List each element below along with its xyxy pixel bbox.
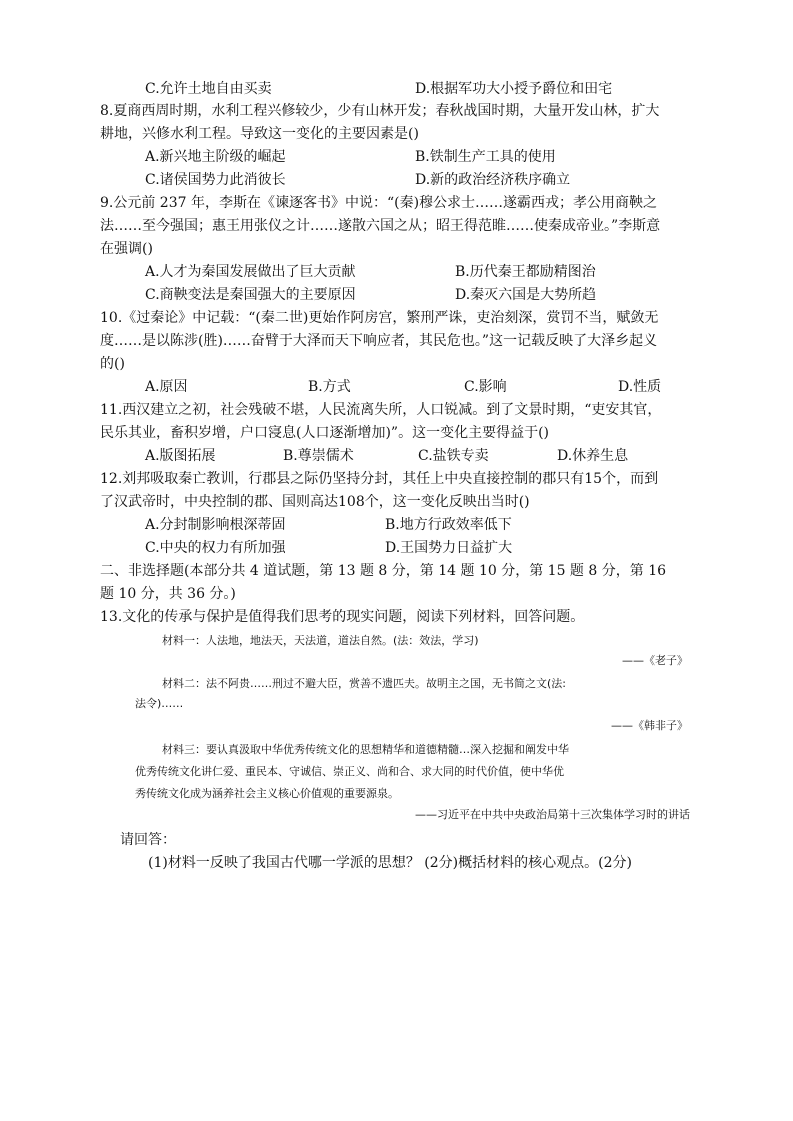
q11-option-c: C.盐铁专卖 [418, 448, 489, 464]
q7-option-d: D.根据军功大小授予爵位和田宅 [415, 81, 613, 97]
q9-stem-line2: 法……至今强国；惠王用张仪之计……遂散六国之从；昭王得范睢……使秦成帝业。”李斯意 [100, 218, 661, 234]
q13-material2-line1: 材料二：法不阿贵……刑过不避大臣，赏善不遗匹夫。故明主之国，无书简之文(法: [162, 677, 566, 690]
q13-material2-line2: 法令)…… [135, 697, 184, 710]
q13-material3-line2: 优秀传统文化讲仁爱、重民本、守诚信、崇正义、尚和合、求大同的时代价值，使中华优 [135, 765, 564, 778]
q10-option-c: C.影响 [464, 379, 507, 395]
section2-heading-line1: 二、非选择题(本部分共 4 道试题，第 13 题 8 分，第 14 题 10 分，第 15 题 8 分，第 16 [100, 563, 667, 579]
q11-stem-line2: 民乐其业，畜积岁增，户口寖息(人口逐渐增加)”。这一变化主要得益于() [100, 425, 550, 441]
q10-option-a: A.原因 [145, 379, 188, 395]
q8-stem-line2: 耕地，兴修水利工程。导致这一变化的主要因素是() [100, 126, 419, 142]
q10-stem-line3: 的() [100, 356, 125, 372]
q9-option-b: B.历代秦王都励精图治 [455, 264, 596, 280]
q12-option-a: A.分封制影响根深蒂固 [145, 517, 286, 533]
q11-stem-line1: 11.西汉建立之初，社会残破不堪，人民流离失所，人口锐减。到了文景时期，“吏安其官， [100, 402, 662, 418]
q12-option-d: D.王国势力日益扩大 [385, 540, 513, 556]
q9-option-c: C.商鞅变法是秦国强大的主要原因 [145, 287, 356, 303]
q13-stem: 13.文化的传承与保护是值得我们思考的现实问题，阅读下列材料，回答问题。 [100, 609, 585, 625]
q10-stem-line1: 10.《过秦论》中记载：“(秦二世)更始作阿房宫，繁刑严诛，吏治刻深，赏罚不当，赋敛无 [100, 310, 659, 326]
q12-option-b: B.地方行政效率低下 [385, 517, 512, 533]
q8-option-a: A.新兴地主阶级的崛起 [145, 149, 286, 165]
q11-option-d: D.休养生息 [557, 448, 629, 464]
q8-option-c: C.诸侯国势力此消彼长 [145, 172, 286, 188]
q9-stem-line3: 在强调() [100, 241, 153, 257]
q7-option-c: C.允许土地自由买卖 [145, 81, 272, 97]
q13-material1: 材料一：人法地，地法天，天法道，道法自然。(法：效法，学习) [162, 634, 479, 647]
q9-option-d: D.秦灭六国是大势所趋 [455, 287, 597, 303]
q13-material3-line3: 秀传统文化成为涵养社会主义核心价值观的重要源泉。 [135, 787, 399, 800]
q12-stem-line2: 了汉武帝时，中央控制的郡、国则高达108个，这一变化反映出当时() [100, 494, 530, 510]
q9-stem-line1: 9.公元前 237 年，李斯在《谏逐客书》中说：“(秦)穆公求士……遂霸西戎；孝公用商鞅之 [100, 195, 658, 211]
q11-option-a: A.版图拓展 [145, 448, 216, 464]
section2-heading-line2: 题 10 分，共 36 分。) [100, 586, 236, 602]
q12-stem-line1: 12.刘邦吸取秦亡教训，行郡县之际仍坚持分封，其任上中央直接控制的郡只有15个，而到 [100, 471, 659, 487]
q10-option-b: B.方式 [308, 379, 351, 395]
q13-subquestion-1: (1)材料一反映了我国古代哪一学派的思想？ (2分)概括材料的核心观点。(2分) [148, 855, 632, 871]
q13-material3-line1: 材料三：要认真汲取中华优秀传统文化的思想精华和道德精髓…深入挖掘和阐发中华 [162, 743, 569, 756]
q9-option-a: A.人才为秦国发展做出了巨大贡献 [145, 264, 356, 280]
q10-option-d: D.性质 [618, 379, 662, 395]
q13-material1-source: ——《老子》 [622, 654, 688, 667]
q10-stem-line2: 度……是以陈涉(胜)……奋臂于大泽而天下响应者，其民危也。”这一记载反映了大泽乡起义 [100, 333, 658, 349]
q11-option-b: B.尊崇儒术 [283, 448, 354, 464]
q8-option-d: D.新的政治经济秩序确立 [415, 172, 571, 188]
q13-material2-source: ——《韩非子》 [611, 719, 688, 732]
q12-option-c: C.中央的权力有所加强 [145, 540, 286, 556]
q8-option-b: B.铁制生产工具的使用 [415, 149, 556, 165]
q13-material3-source: ——习近平在中共中央政治局第十三次集体学习时的讲话 [415, 808, 690, 821]
q8-stem-line1: 8.夏商西周时期，水利工程兴修较少，少有山林开发；春秋战国时期，大量开发山林，扩大 [100, 103, 660, 119]
q13-prompt: 请回答： [120, 832, 176, 848]
